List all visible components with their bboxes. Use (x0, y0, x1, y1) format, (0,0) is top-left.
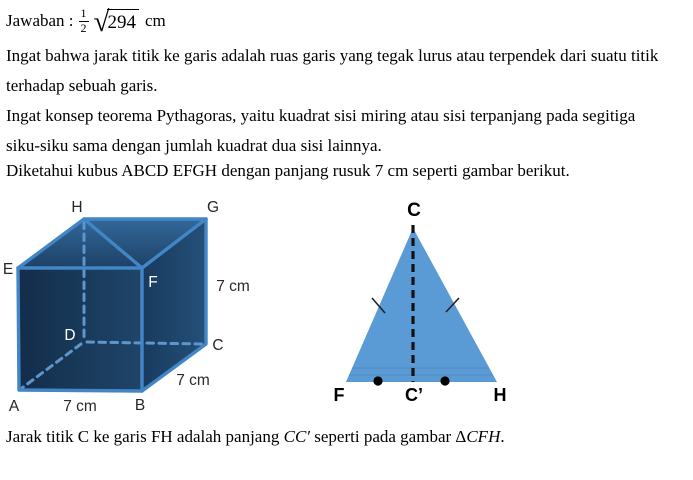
answer-unit: cm (144, 11, 166, 30)
vertex-label-F: F (148, 274, 158, 291)
radical-sign: √ (93, 5, 110, 38)
dot-left (373, 376, 382, 385)
triangle-label-Cprime: C’ (405, 385, 423, 405)
closing-text: Jarak titik C ke garis FH adalah panjang (6, 427, 284, 446)
answer-line (6, 4, 166, 38)
paragraph-kubus-intro (6, 156, 570, 186)
square-root-expression (93, 5, 139, 38)
math-cc-prime: CC′ (283, 427, 311, 446)
dot-right (440, 376, 449, 385)
vertex-label-C: C (212, 337, 224, 354)
vertex-label-A: A (8, 398, 20, 415)
triangle-cfh-figure (330, 192, 520, 412)
paragraph-line: terhadap sebuah garis. (6, 76, 158, 95)
closing-statement (6, 422, 505, 452)
math-triangle-cfh: CFH (466, 427, 501, 446)
triangle-label-H: H (493, 385, 507, 405)
edge-length-depth: 7 cm (176, 372, 210, 389)
fraction-one-half (79, 7, 89, 36)
fraction-numerator: 1 (80, 5, 87, 20)
vertex-label-H: H (71, 199, 83, 216)
vertex-label-G: G (206, 199, 220, 216)
vertex-label-B: B (134, 397, 146, 414)
cube-figure (0, 190, 250, 422)
paragraph-line: Ingat konsep teorema Pythagoras, yaitu kuadrat sisi miring atau sisi terpanjang pada segitiga (6, 106, 636, 125)
cube-front-face (18, 268, 142, 391)
vertex-label-D: D (64, 327, 76, 344)
paragraph-line: siku-siku sama dengan jumlah kuadrat dua sisi lainnya. (6, 136, 382, 155)
paragraph-line: Ingat bahwa jarak titik ke garis adalah ruas garis yang tegak lurus atau terpendek dari suatu titik (6, 46, 659, 65)
triangle-shape (346, 228, 497, 382)
edge-length-height: 7 cm (216, 278, 250, 295)
delta-symbol: Δ (455, 427, 467, 446)
vertex-label-E: E (2, 261, 14, 278)
radicand: 294 (107, 9, 139, 34)
triangle-label-C: C (407, 200, 421, 221)
paragraph-pythagoras (6, 101, 635, 161)
triangle-label-F: F (333, 385, 345, 405)
answer-label: Jawaban : (6, 11, 74, 30)
closing-period: . (500, 427, 505, 446)
paragraph-line: Diketahui kubus ABCD EFGH dengan panjang rusuk 7 cm seperti gambar berikut. (6, 161, 570, 180)
paragraph-definition-jarak (6, 41, 658, 101)
edge-length-bottom: 7 cm (63, 398, 97, 415)
fraction-denominator: 2 (80, 20, 87, 35)
closing-text: seperti pada gambar (310, 427, 456, 446)
